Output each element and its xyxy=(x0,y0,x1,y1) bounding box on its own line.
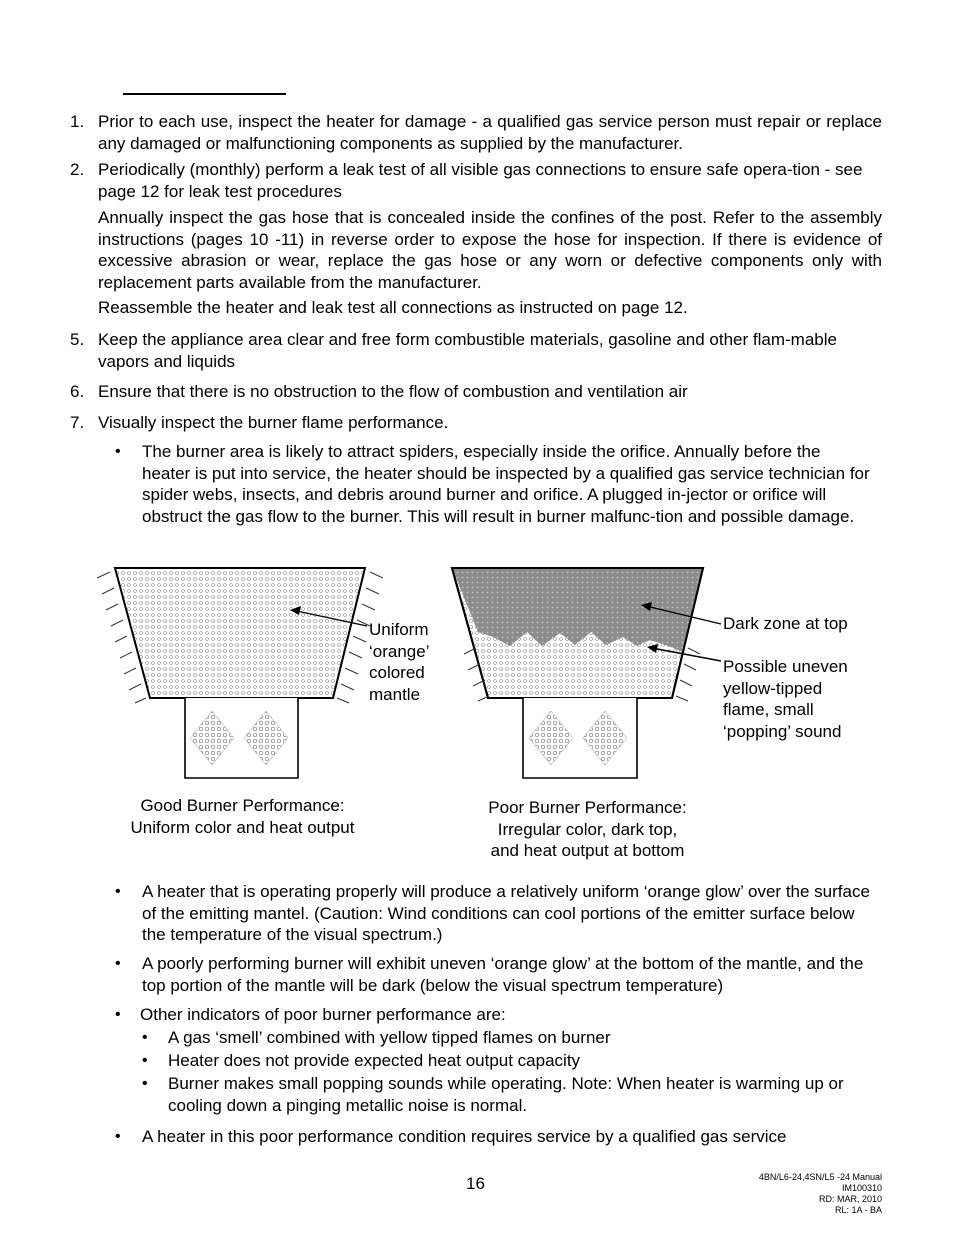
item-text: Periodically (monthly) perform a leak test of all visible gas connections to ensure safe opera-tion - see page 12 for leak test procedures xyxy=(98,160,863,201)
poor-burner-caption: Poor Burner Performance: Irregular color, dark top, and heat output at bottom xyxy=(488,798,687,860)
sub-bullet-text: Heater does not provide expected heat output capacity xyxy=(168,1051,581,1070)
item-number: 5. xyxy=(70,330,85,349)
page-number: 16 xyxy=(466,1174,485,1193)
item-text: Reassemble the heater and leak test all connections as instructed on page 12. xyxy=(98,298,688,317)
bullet-text: Other indicators of poor burner performance are: xyxy=(140,1005,506,1024)
footer-meta: 4BN/L6-24,4SN/L5 -24 Manual IM100310 RD: MAR, 2010 RL: 1A - BA xyxy=(758,1172,882,1215)
item-number: 2. xyxy=(70,160,85,179)
item-text: Visually inspect the burner flame performance. xyxy=(98,413,449,432)
poor-burner-diagram xyxy=(452,568,721,778)
bullet-text: A heater in this poor performance condition requires service by a qualified gas service xyxy=(142,1127,787,1146)
item-number: 1. xyxy=(70,112,85,131)
bullet-glyph: • xyxy=(115,1128,121,1145)
item-text: Annually inspect the gas hose that is concealed inside the confines of the post. Refer to the assembly instructions (pages 10 -11) in reverse order to expose the hose for inspection. If there is evidence of excessive abrasion or wear, replace the gas hose or any worn or defective components only with replacement parts available from the manufacturer. xyxy=(98,208,882,292)
bullet-glyph: • xyxy=(115,955,121,972)
bullet-glyph: • xyxy=(142,1029,148,1046)
good-burner-label: Uniform ‘orange’ colored mantle xyxy=(369,620,430,704)
bullet-text: A heater that is operating properly will produce a relatively uniform ‘orange glow’ over the surface of the emitting mantel. (Caution: Wind conditions can cool portions of the emitter surface below the temperature of the visual spectrum.) xyxy=(142,882,870,944)
sub-bullet-text: A gas ‘smell’ combined with yellow tipped flames on burner xyxy=(168,1028,611,1047)
item-text: Ensure that there is no obstruction to the flow of combustion and ventilation air xyxy=(98,382,688,401)
bullet-glyph: • xyxy=(115,443,121,460)
bullet-glyph: • xyxy=(115,1006,121,1023)
good-burner-diagram xyxy=(97,568,383,778)
item-number: 7. xyxy=(70,413,85,432)
bullet-glyph: • xyxy=(142,1052,148,1069)
uneven-flame-label: Possible uneven yellow-tipped flame, small ‘popping’ sound xyxy=(723,657,848,741)
bullet-glyph: • xyxy=(115,883,121,900)
spider-warning-text: The burner area is likely to attract spiders, especially inside the orifice. Annually before the heater is put into service, the heater should be inspected by a qualified gas service technician for spider webs, insects, and debris around burner and orifice. A plugged in-jector or orifice will obstruct the gas flow to the burner. This will result in burner malfunc-tion and possible damage. xyxy=(142,442,870,526)
bullet-text: A poorly performing burner will exhibit uneven ‘orange glow’ at the bottom of the mantle, and the top portion of the mantle will be dark (below the visual spectrum temperature) xyxy=(142,954,864,995)
dark-zone-label: Dark zone at top xyxy=(723,614,848,633)
item-number: 6. xyxy=(70,382,85,401)
good-burner-caption: Good Burner Performance: Uniform color and heat output xyxy=(130,796,355,837)
bullet-glyph: • xyxy=(142,1075,148,1092)
item-text: Prior to each use, inspect the heater for damage - a qualified gas service person must repair or replace any damaged or malfunctioning components as supplied by the manufacturer. xyxy=(98,112,882,153)
sub-bullet-text: Burner makes small popping sounds while operating. Note: When heater is warming up or cooling down a pinging metallic noise is normal. xyxy=(168,1074,844,1115)
item-text: Keep the appliance area clear and free form combustible materials, gasoline and other flam-mable vapors and liquids xyxy=(98,330,837,371)
